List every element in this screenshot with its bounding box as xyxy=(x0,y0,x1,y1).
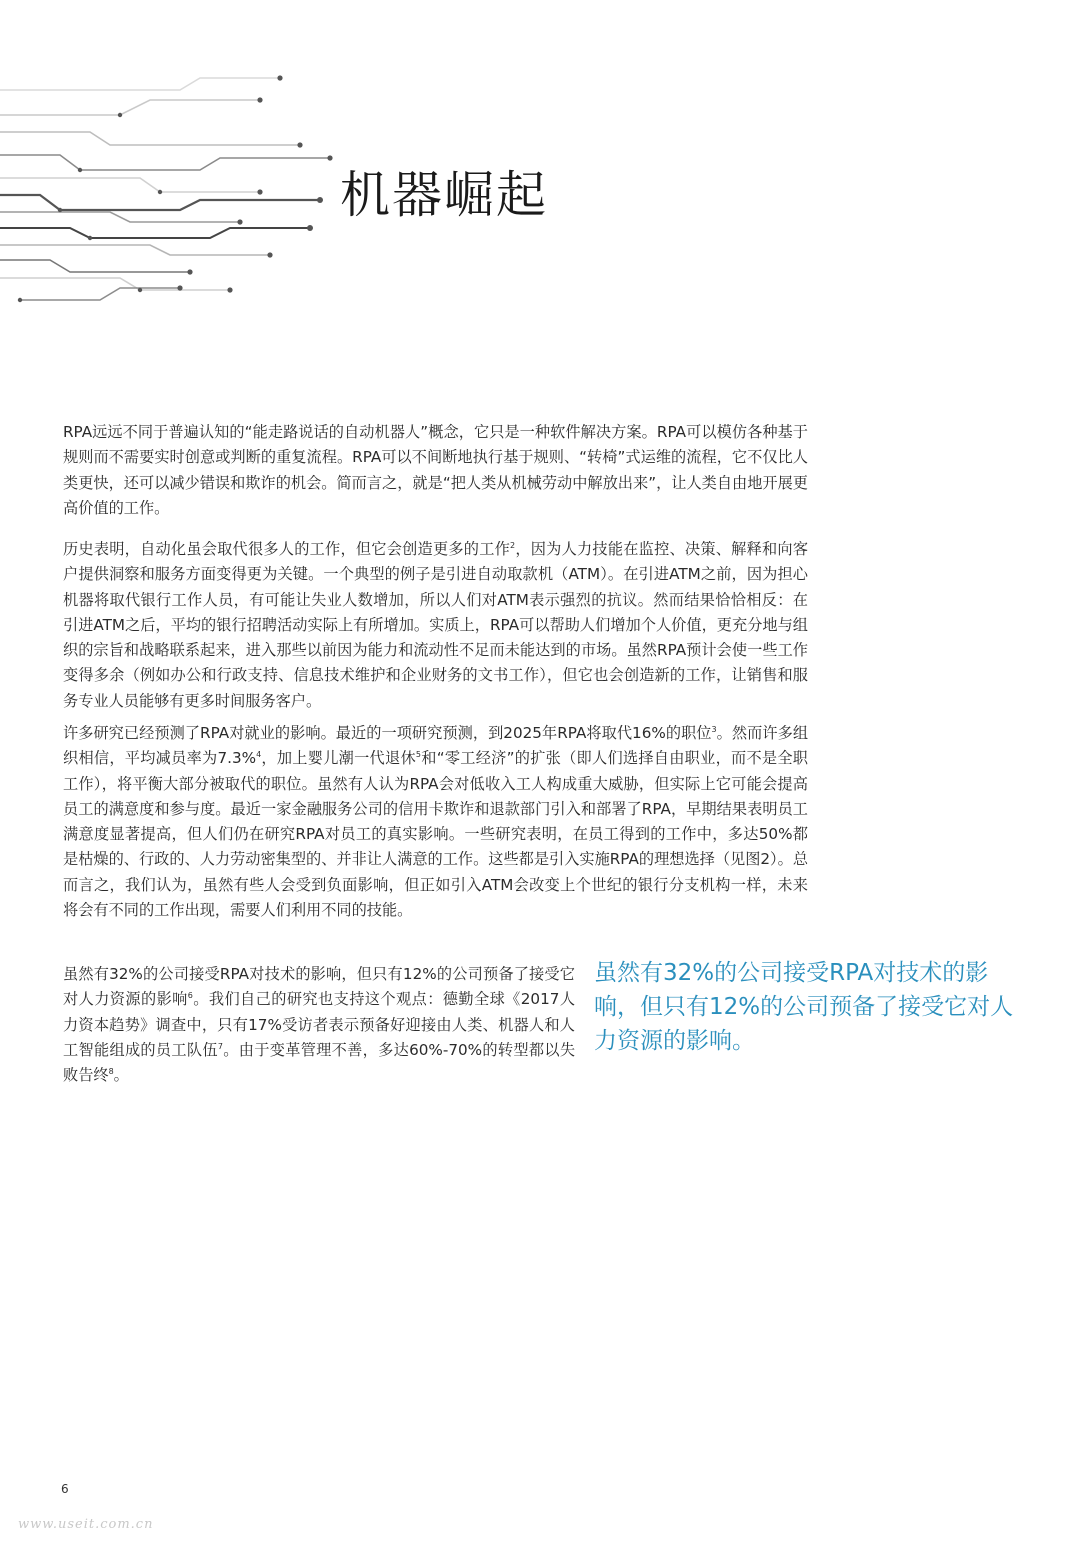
paragraph-text: 和“零工经济”的扩张（即人们选择自由职业，而不是全职工作），将平衡大部分被取代的职位。虽然有人认为RPA会对低收入工人构成重大威胁，但实际上它可能会提高员工的满意度和参与度。最近一家金融服务公司的信用卡欺诈和退款部门引入和部署了RPA，早期结果表明员工满意度显著提高，但人们仍在研究RPA对员工的真实影响。一些研究表明，在员工得到的工作中，多达50%都是枯燥的、行政的、人力劳动密集型的、并非让人满意的工作。这些都是引入实施RPA的理想选择（见图2）。总而言之，我们认为，虽然有些人会受到负面影响，但正如引入ATM会改变上个世纪的银行分支机构一样，未来将会有不同的工作出现，需要人们利用不同的技能。 xyxy=(63,749,809,920)
footnote-ref: 5 xyxy=(415,750,421,760)
body-paragraph-2 xyxy=(63,537,808,714)
paragraph-text: 虽然有32%的公司接受RPA对技术的影响，但只有12%的公司预备了接受它对人力资源的影响 xyxy=(63,965,575,1009)
pull-quote: 虽然有32%的公司接受RPA对技术的影响，但只有12%的公司预备了接受它对人力资源的影响。 xyxy=(594,960,1014,1054)
paragraph-text: ，因为人力技能在监控、决策、解释和向客户提供洞察和服务方面变得更为关键。一个典型的例子是引进自动取款机（ATM）。在引进ATM之前，因为担心机器将取代银行工作人员，有可能让失业人数增加，所以人们对ATM表示强烈的抗议。然而结果恰恰相反：在引进ATM之后，平均的银行招聘活动实际上有所增加。实质上，RPA可以帮助人们增加个人价值，更充分地与组织的宗旨和战略联系起来，进入那些以前因为能力和流动性不足而未能达到的市场。虽然RPA预计会使一些工作变得多余（例如办公和行政支持、信息技术维护和企业财务的文书工作），但它也会创造新的工作，让销售和服务专业人员能够有更多时间服务客户。 xyxy=(63,540,809,710)
paragraph-text: 。由于变革管理不善，多达60%-70%的转型都以失败告终 xyxy=(63,1040,576,1085)
page-title: 机器崛起 xyxy=(340,166,548,224)
circuit-lines-illustration xyxy=(0,60,370,320)
paragraph-text: 。 xyxy=(113,1066,129,1085)
footnote-ref: 8 xyxy=(108,1067,114,1077)
paragraph-text: 。然而许多组织相信，平均减员率为7.3% xyxy=(63,724,809,768)
paragraph-text: 。我们自己的研究也支持这个观点：德勤全球《2017人力资本趋势》调查中，只有17%受访者表示预备好迎接由人类、机器人和人工智能组成的员工队伍 xyxy=(63,990,576,1059)
paragraph-text: ，加上婴儿潮一代退休 xyxy=(261,749,416,768)
footnote-ref: 4 xyxy=(256,750,262,760)
paragraph-text: 历史表明，自动化虽会取代很多人的工作，但它会创造更多的工作 xyxy=(63,540,511,558)
page-number: 6 xyxy=(61,1482,69,1496)
paragraph-text: 许多研究已经预测了RPA对就业的影响。最近的一项研究预测，到2025年RPA将取代16%的职位 xyxy=(63,724,712,742)
watermark: www.useit.com.cn xyxy=(18,1517,154,1532)
paragraph-text: RPA远远不同于普遍认知的“能走路说话的自动机器人”概念，它只是一种软件解决方案。RPA可以模仿各种基于规则而不需要实时创意或判断的重复流程。RPA可以不间断地执行基于规则、“转椅”式运维的流程，它不仅比人类更快，还可以减少错误和欺诈的机会。简而言之，就是“把人类从机械劳动中解放出来”，让人类自由地开展更高价值的工作。 xyxy=(63,423,808,517)
body-paragraph-1 xyxy=(63,420,808,521)
footnote-ref: 7 xyxy=(217,1041,223,1051)
footnote-ref: 2 xyxy=(510,540,516,550)
body-paragraph-4 xyxy=(63,962,575,1088)
footnote-ref: 6 xyxy=(187,991,193,1001)
body-paragraph-3 xyxy=(63,721,808,923)
footnote-ref: 3 xyxy=(711,724,717,734)
